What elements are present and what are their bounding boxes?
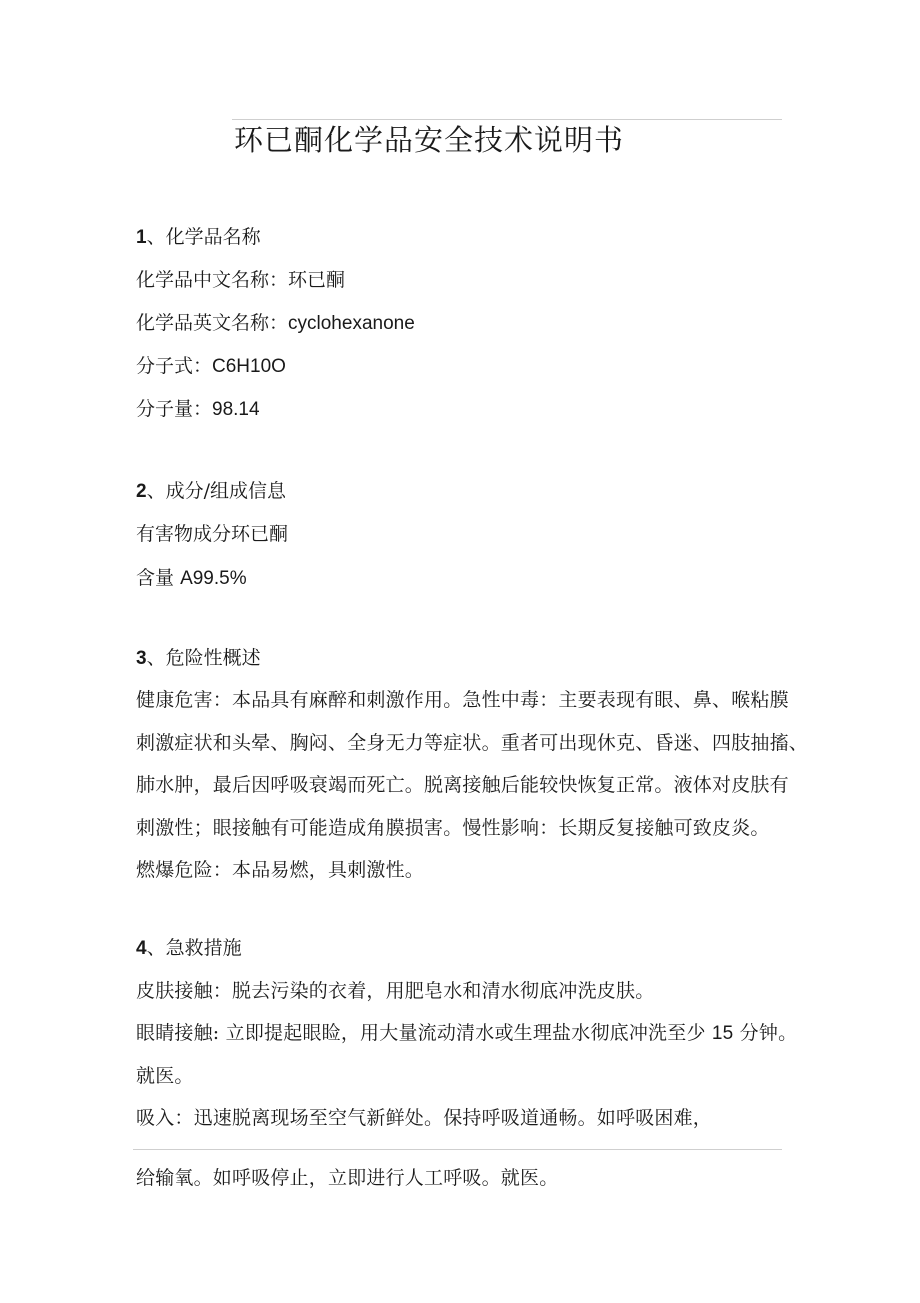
next-page-line: 给输氧。如呼吸停止，立即进行人工呼吸。就医。 — [136, 1167, 559, 1189]
hazard-paragraph-line: 肺水肿，最后因呼吸衰竭而死亡。脱离接触后能较快恢复正常。液体对皮肤有 — [136, 774, 789, 796]
english-name-line — [136, 310, 415, 337]
first-aid-line: 吸入：迅速脱离现场至空气新鲜处。保持呼吸道通畅。如呼吸困难， — [136, 1107, 713, 1129]
chinese-name-line — [136, 267, 345, 293]
field-value: 98.14 — [212, 399, 260, 420]
section-3-heading — [136, 645, 261, 672]
first-aid-text: 分钟。 — [733, 1022, 798, 1044]
section-2-heading — [136, 478, 286, 505]
field-label: 分子式： — [136, 355, 213, 377]
first-aid-line: 就医。 — [136, 1065, 194, 1087]
hazardous-component-line — [136, 521, 288, 547]
field-value: C6H10O — [212, 356, 286, 377]
section-number: 1 — [136, 227, 147, 248]
field-label: 化学品中文名称： — [136, 269, 289, 291]
section-1-heading — [136, 224, 261, 251]
section-heading-text: 、成分/组成信息 — [146, 480, 286, 502]
first-aid-text: 眼睛接触: 立即提起眼睑，用大量流动清水或生理盐水彻底冲洗至少 — [136, 1022, 712, 1044]
section-4-heading — [136, 935, 242, 962]
page-break-rule — [133, 1149, 782, 1150]
hazard-paragraph-line: 健康危害：本品具有麻醉和刺激作用。急性中毒：主要表现有眼、鼻、喉粘膜 — [136, 689, 789, 711]
section-number: 2 — [136, 481, 147, 502]
field-value: 环已酮 — [288, 269, 346, 291]
field-label: 分子量： — [136, 398, 213, 420]
first-aid-line — [136, 1020, 797, 1047]
field-label: 含量 — [136, 567, 175, 589]
section-heading-text: 、急救措施 — [146, 937, 242, 959]
content-line — [136, 565, 247, 592]
section-heading-text: 、化学品名称 — [146, 226, 261, 248]
field-label: 化学品英文名称： — [136, 312, 289, 334]
hazard-paragraph-line: 刺激症状和头晕、胸闷、全身无力等症状。重者可出现休克、昏迷、四肢抽搐、 — [136, 732, 809, 754]
field-label: 有害物成分环已酮 — [136, 523, 289, 545]
formula-line — [136, 353, 286, 380]
hazard-paragraph-line: 燃爆危险：本品易燃，具刺激性。 — [136, 859, 425, 881]
section-number: 4 — [136, 938, 147, 959]
first-aid-number: 15 — [711, 1023, 734, 1044]
field-value: A99.5% — [180, 568, 247, 589]
molecular-weight-line — [136, 396, 260, 423]
field-value: cyclohexanone — [288, 313, 415, 334]
section-heading-text: 、危险性概述 — [146, 647, 261, 669]
hazard-paragraph-line: 刺激性；眼接触有可能造成角膜损害。慢性影响：长期反复接触可致皮炎。 — [136, 817, 770, 839]
first-aid-line: 皮肤接触：脱去污染的衣着，用肥皂水和清水彻底冲洗皮肤。 — [136, 980, 655, 1002]
document-title: 环已酮化学品安全技术说明书 — [234, 123, 625, 157]
section-number: 3 — [136, 648, 147, 669]
